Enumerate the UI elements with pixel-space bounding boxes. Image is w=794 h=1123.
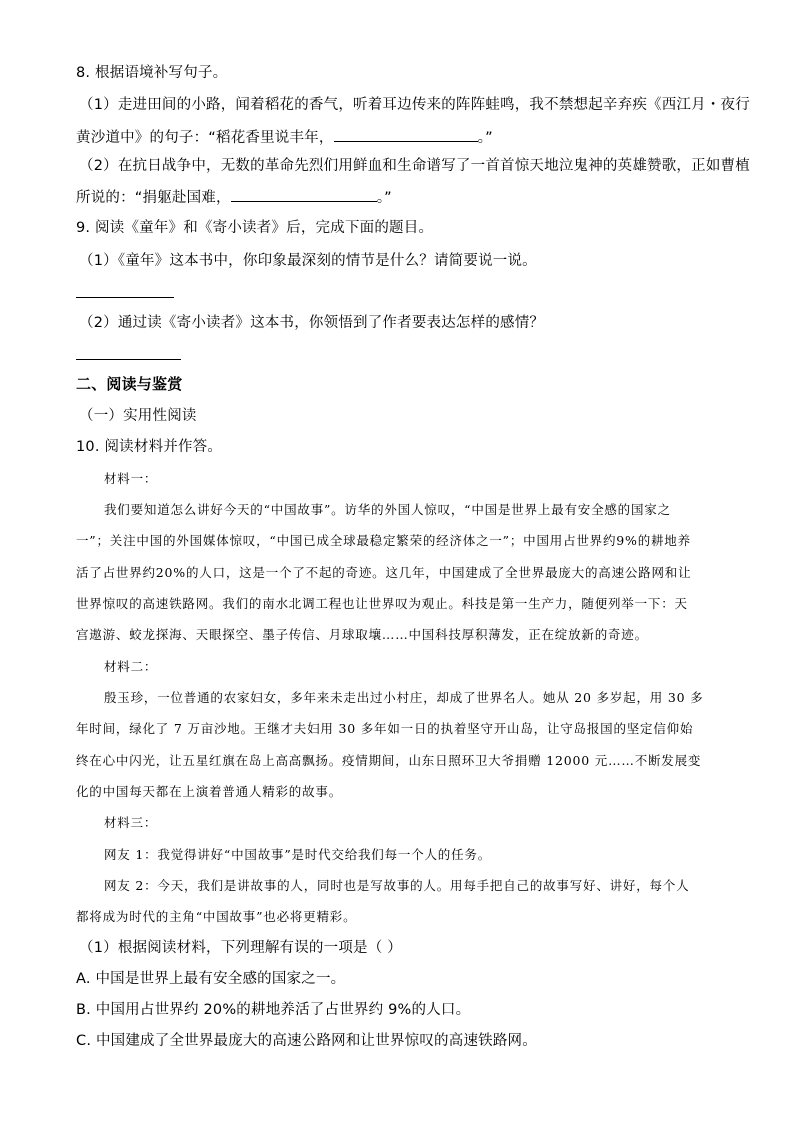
q8-title: 8. 根据语境补写句子。 <box>76 65 228 81</box>
q8-part1-answer-blank[interactable] <box>334 127 478 142</box>
material-3-label: 材料三： <box>104 815 158 830</box>
material-3-line: 都将成为时代的主角“中国故事”也必将更精彩。 <box>76 909 357 924</box>
material-2-line: 化的中国每天都在上演着普通人精彩的故事。 <box>76 784 343 799</box>
material-2-label: 材料二： <box>104 659 158 674</box>
q8-part2-answer-blank[interactable] <box>231 187 377 202</box>
option-a[interactable]: A. 中国是世界上最有安全感的国家之一。 <box>76 971 346 987</box>
q9-part2-answer-line[interactable] <box>76 359 181 360</box>
material-1-line: 世界惊叹的高速铁路网。我们的南水北调工程也让世界叹为观止。科技是第一生产力，随便列举一下：天 <box>76 596 688 611</box>
material-1-line: 活了占世界约20%的人口，这是一个了不起的奇迹。这几年，中国建成了全世界最庞大的高速公路网和让 <box>76 565 692 580</box>
material-2-line: 终在心中闪光，让五星红旗在岛上高高飘扬。疫情期间，山东日照环卫大爷捐赠 12000 元……不断发展变 <box>76 753 702 768</box>
q9-part2: （2）通过读《寄小读者》这本书，你领悟到了作者要表达怎样的感情？ <box>79 315 545 331</box>
q10-part1: （1）根据阅读材料，下列理解有误的一项是（ ） <box>79 940 402 956</box>
q9-part1-answer-line[interactable] <box>76 297 174 298</box>
material-1-line: 宫遨游、蛟龙探海、天眼探空、墨子传信、月球取壤……中国科技厚积薄发，正在绽放新的奇迹。 <box>76 627 648 642</box>
section-heading: 二、阅读与鉴赏 <box>76 375 183 393</box>
option-c[interactable]: C. 中国建成了全世界最庞大的高速公路网和让世界惊叹的高速铁路网。 <box>76 1033 537 1049</box>
material-3-line: 网友 2：今天，我们是讲故事的人，同时也是写故事的人。用每手把自己的故事写好、讲好，每个人 <box>104 878 690 893</box>
q8-part1-line1: （1）走进田间的小路，闻着稻花的香气，听着耳边传来的阵阵蛙鸣，我不禁想起辛弃疾《西江月・夜行 <box>79 97 750 113</box>
material-1-line: 我们要知道怎么讲好今天的“中国故事”。访华的外国人惊叹，“中国是世界上最有安全感的国家之 <box>104 502 671 517</box>
q10-title: 10. 阅读材料并作答。 <box>76 439 223 455</box>
material-2-line: 殷玉珍，一位普通的农家妇女，多年来未走出过小村庄，却成了世界名人。她从 20 多岁起，用 30 多 <box>104 690 704 705</box>
material-3-line: 网友 1：我觉得讲好“中国故事”是时代交给我们每一个人的任务。 <box>104 847 492 862</box>
material-1-label: 材料一： <box>104 471 158 486</box>
q8-part2-line2 <box>76 187 392 208</box>
q9-title: 9. 阅读《童年》和《寄小读者》后，完成下面的题目。 <box>76 220 434 236</box>
q8-part2-end: 。” <box>376 190 392 206</box>
q8-part1-line2 <box>76 127 493 148</box>
option-b[interactable]: B. 中国用占世界约 20%的耕地养活了占世界约 9%的人口。 <box>76 1002 471 1018</box>
material-1-line: 一”；关注中国的外国媒体惊叹，“中国已成全球最稳定繁荣的经济体之一”；中国用占世界约9%的耕地养 <box>76 533 691 548</box>
material-2-line: 年时间，绿化了 7 万亩沙地。王继才夫妇用 30 多年如一日的执着坚守开山岛，让守岛报国的坚定信仰始 <box>76 721 694 736</box>
q8-part1-end: 。” <box>477 130 493 146</box>
q8-part2-text: 所说的：“捐躯赴国难， <box>76 190 231 206</box>
subsection-heading: （一）实用性阅读 <box>79 408 197 424</box>
q9-part1: （1）《童年》这本书中，你印象最深刻的情节是什么？请简要说一说。 <box>79 253 537 269</box>
q8-part1-text: 黄沙道中》的句子：“稻花香里说丰年， <box>76 130 334 146</box>
q8-part2-line1: （2）在抗日战争中，无数的革命先烈们用鲜血和生命谱写了一首首惊天地泣鬼神的英雄赞歌，正如曹植 <box>79 158 750 174</box>
